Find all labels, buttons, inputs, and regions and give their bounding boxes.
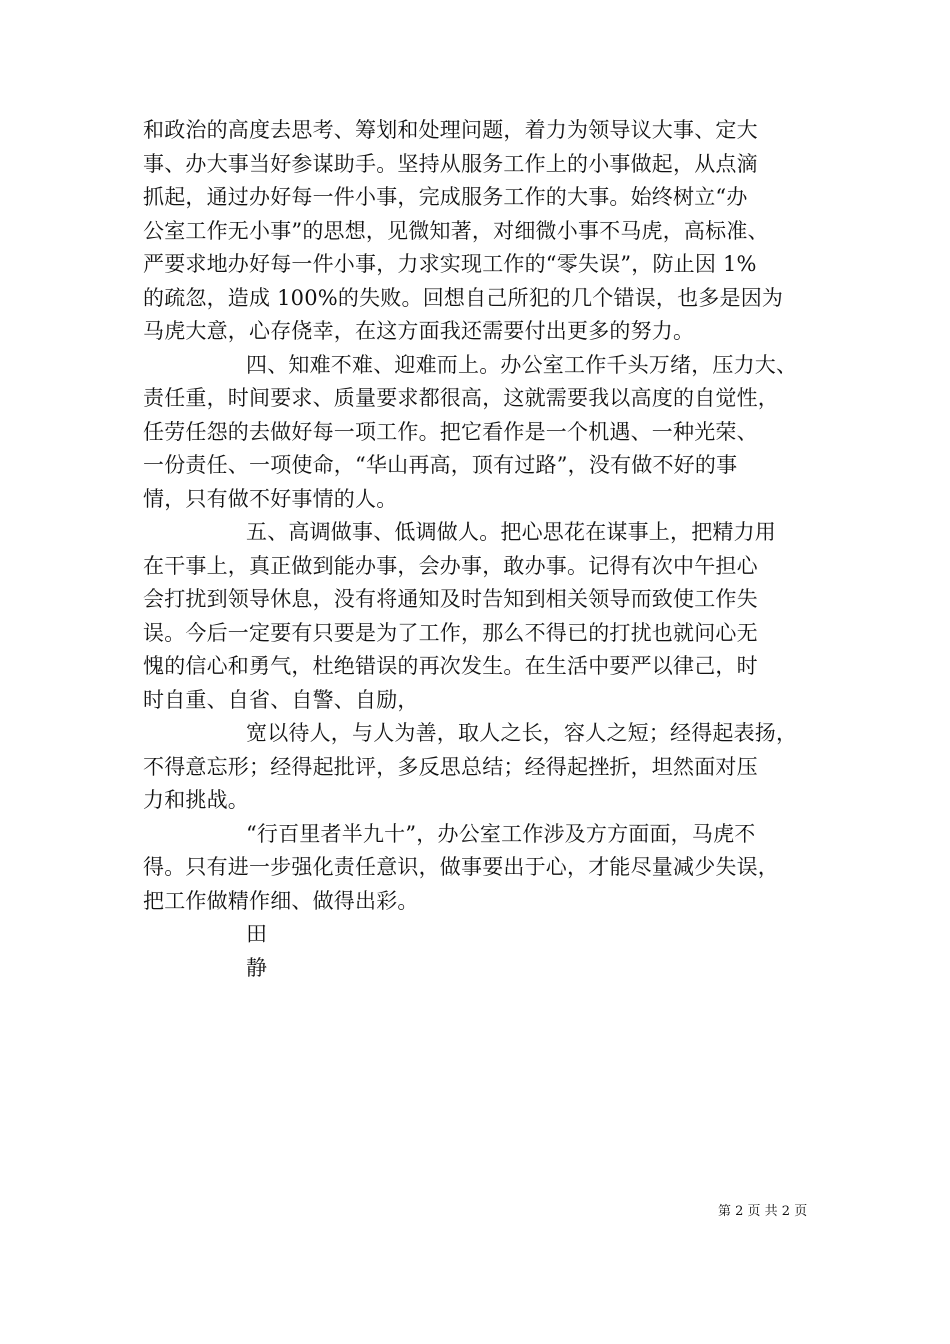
text-line: 一份责任、一项使命，“华山再高，顶有过路”，没有做不好的事: [143, 453, 738, 477]
page-number-footer: 第 2 页 共 2 页: [718, 1204, 808, 1219]
text-line: 力和挑战。: [143, 788, 249, 812]
text-line: 的疏忽，造成 100%的失败。回想自己所犯的几个错误，也多是因为: [143, 285, 784, 310]
paragraph-heading-5: 五、高调做事、低调做人。把心思花在谋事上，把精力用: [246, 520, 776, 544]
text-line: 公室工作无小事”的思想，见微知著，对细微小事不马虎，高标准、: [143, 218, 769, 243]
body-text: [143, 114, 807, 985]
text-line: 马虎大意，心存侥幸，在这方面我还需要付出更多的努力。: [143, 319, 695, 343]
paragraph-heading-4: 四、知难不难、迎难而上。办公室工作千头万绪，压力大、: [246, 352, 798, 377]
text-line: 会打扰到领导休息，没有将通知及时告知到相关领导而致使工作失: [143, 587, 758, 611]
text-line: 抓起，通过办好每一件小事，完成服务工作的大事。始终树立“办: [143, 185, 748, 209]
text-line: 时自重、自省、自警、自励，: [143, 687, 419, 712]
text-line: 任劳任怨的去做好每一项工作。把它看作是一个机遇、一种光荣、: [143, 419, 758, 444]
text-line: 在干事上，真正做到能办事，会办事，敢办事。记得有次中午担心: [143, 553, 758, 578]
text-line: 不得意忘形；经得起批评，多反思总结；经得起挫折，坦然面对压: [143, 754, 758, 779]
paragraph-start: “行百里者半九十”，办公室工作涉及方方面面，马虎不: [246, 821, 756, 846]
signature-line-1: 田: [246, 922, 268, 946]
paragraph-start: 宽以待人，与人为善，取人之长，容人之短；经得起表扬，: [246, 721, 798, 745]
signature-line-2: 静: [246, 955, 268, 980]
text-line: 情，只有做不好事情的人。: [143, 486, 398, 511]
text-line: 事、办大事当好参谋助手。坚持从服务工作上的小事做起，从点滴: [143, 151, 758, 176]
text-line: 把工作做精作细、做得出彩。: [143, 888, 419, 913]
text-line: 严要求地办好每一件小事，力求实现工作的“零失误”，防止因 1%: [143, 252, 757, 276]
text-line: 误。今后一定要有只要是为了工作，那么不得已的打扰也就问心无: [143, 620, 758, 645]
text-line: 愧的信心和勇气，杜绝错误的再次发生。在生活中要严以律己，时: [143, 654, 758, 678]
text-line: 和政治的高度去思考、筹划和处理问题，着力为领导议大事、定大: [143, 118, 758, 142]
text-line: 责任重，时间要求、质量要求都很高，这就需要我以高度的自觉性，: [143, 386, 779, 410]
text-line: 得。只有进一步强化责任意识，做事要出于心，才能尽量减少失误，: [143, 855, 779, 879]
